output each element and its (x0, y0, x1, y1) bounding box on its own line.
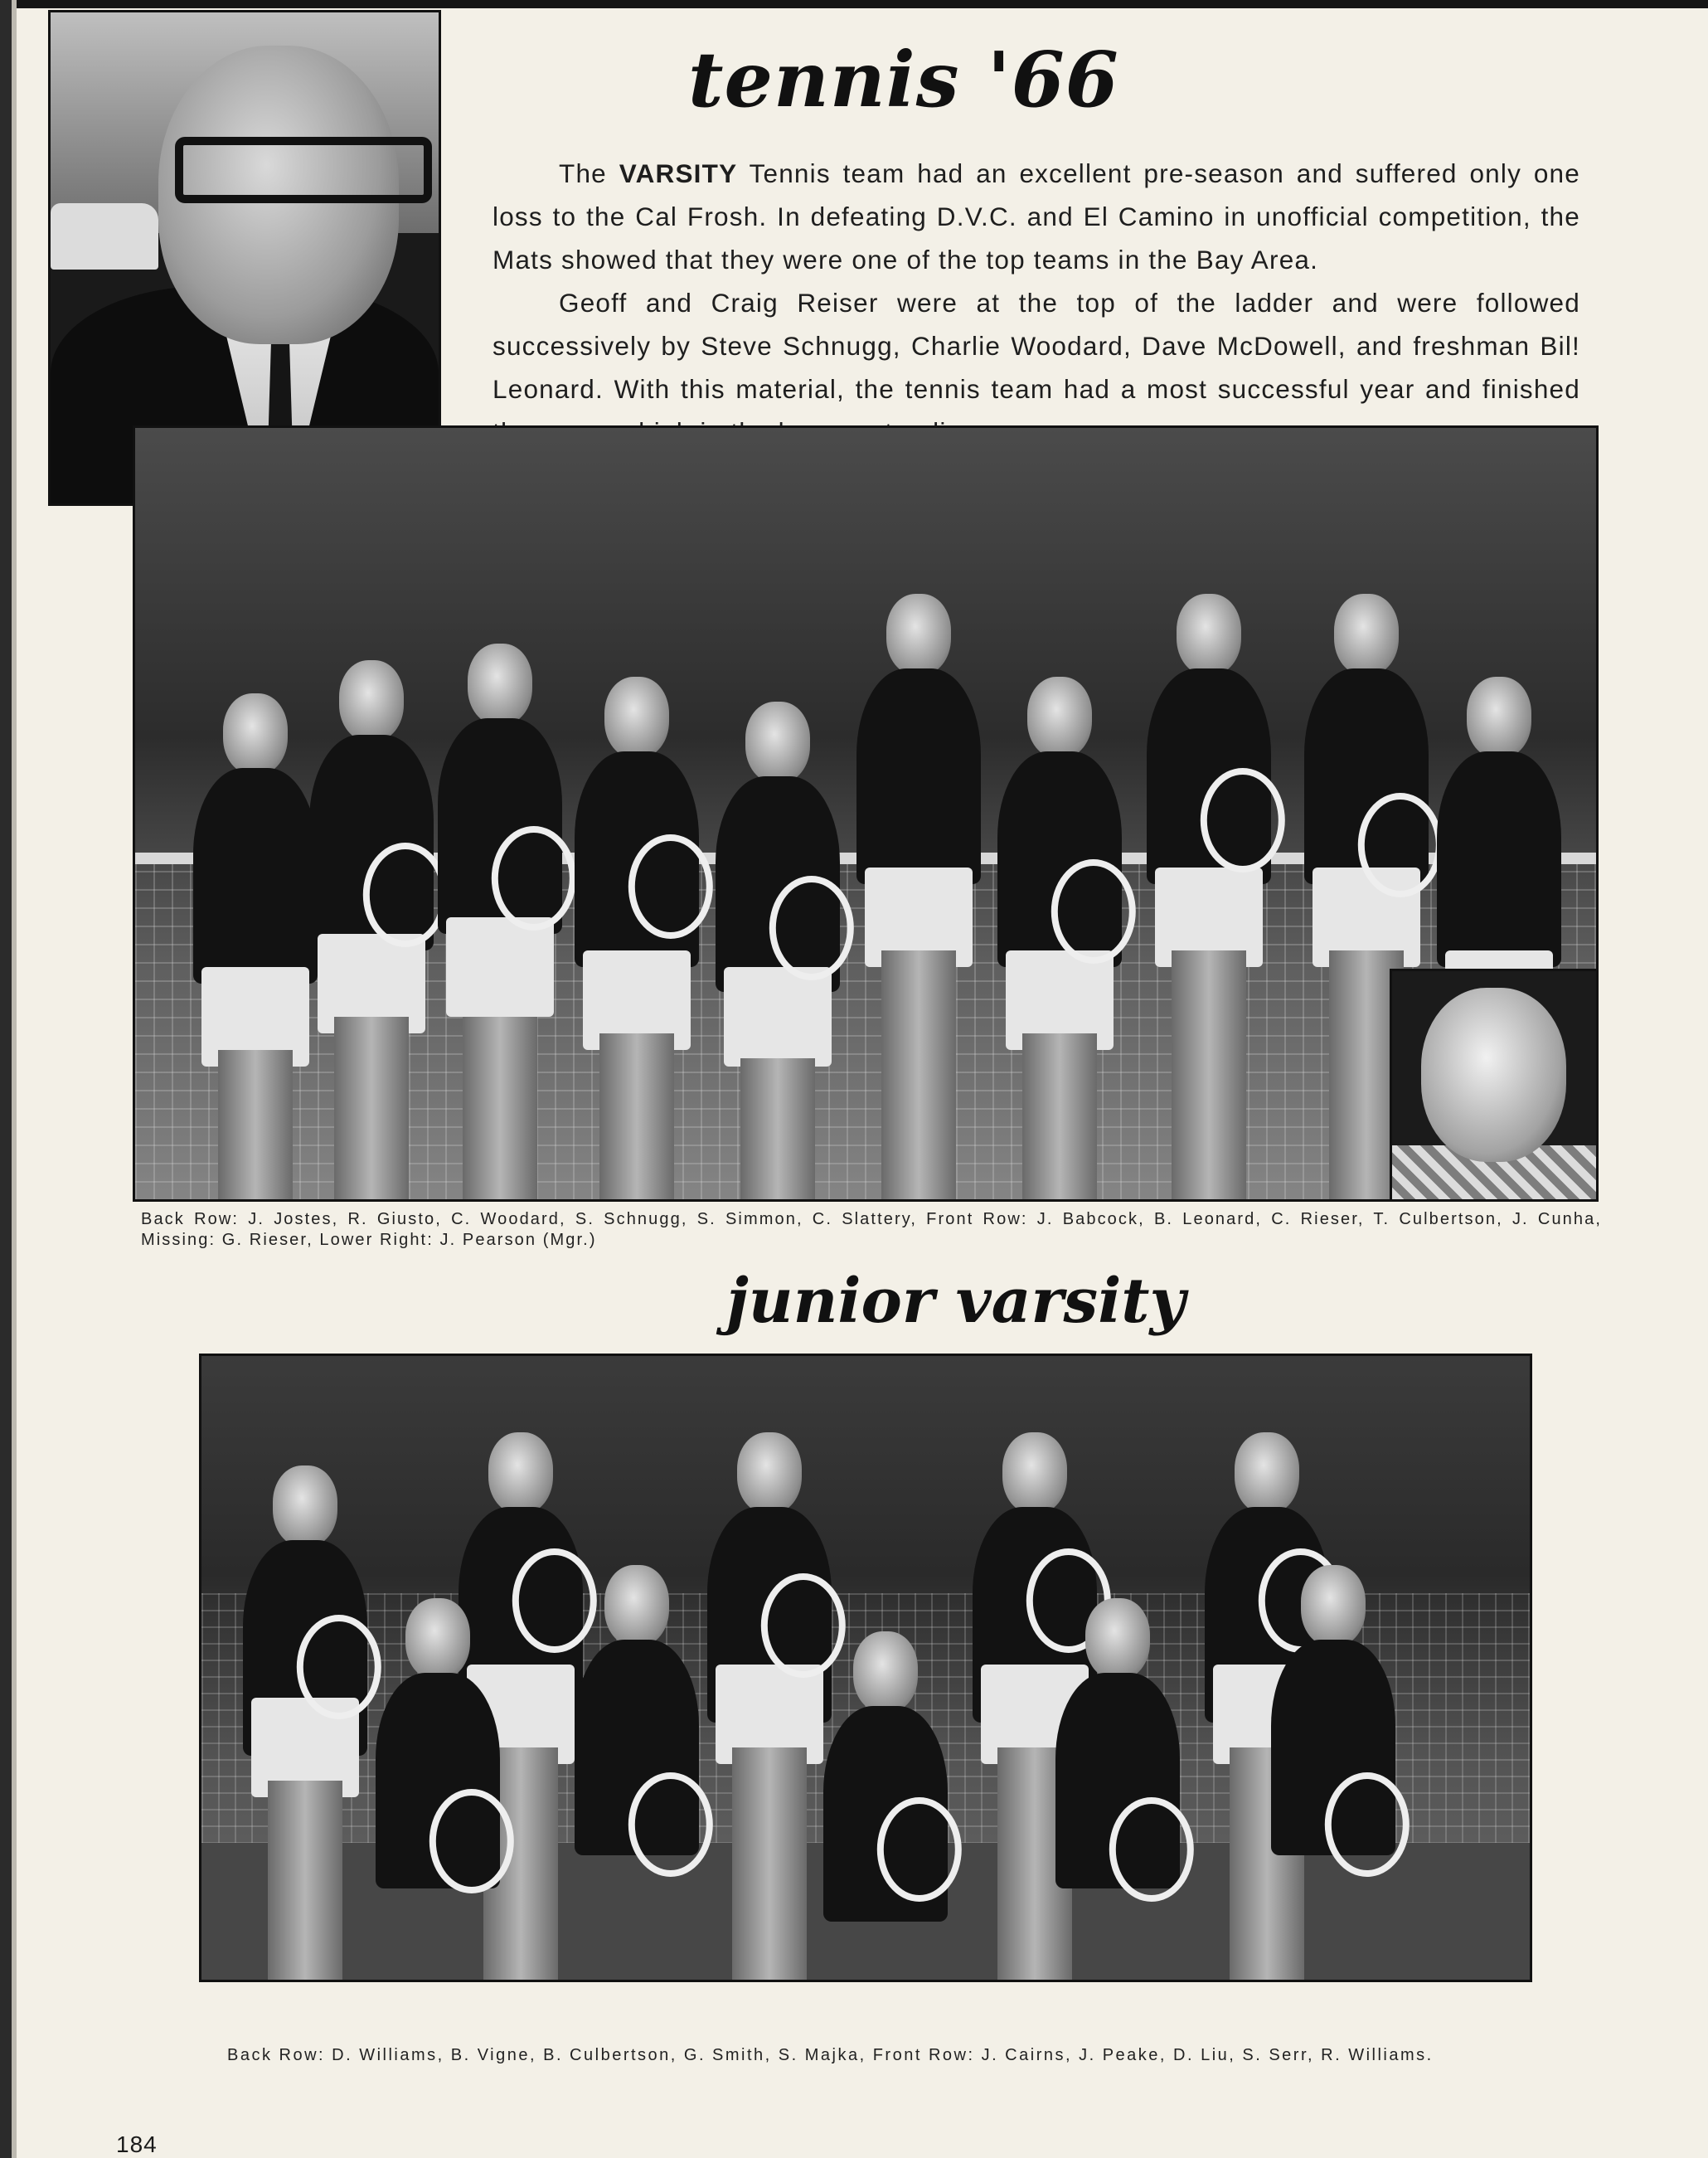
intro-p1-bold: VARSITY (619, 158, 738, 188)
photo-figure (989, 586, 1130, 1199)
figure-legs (334, 1017, 409, 1199)
figure-racket (1051, 859, 1136, 964)
page-title: tennis '66 (688, 35, 1119, 124)
figure-body (856, 668, 981, 884)
figure-legs (218, 1050, 293, 1199)
figure-racket (628, 834, 713, 939)
figure-body (193, 768, 318, 984)
photo-figure (1138, 519, 1279, 1199)
photo-figure (566, 1565, 707, 1980)
page-number: 184 (116, 2131, 158, 2157)
figure-head (273, 1465, 337, 1547)
figure-legs (881, 950, 956, 1199)
figure-shorts (724, 967, 832, 1067)
figure-racket (492, 826, 576, 931)
figure-head (886, 594, 951, 675)
figure-head (223, 693, 288, 775)
figure-racket (429, 1789, 514, 1893)
photo-figure (235, 1399, 376, 1980)
figure-head (853, 1631, 918, 1713)
figure-racket (1109, 1797, 1194, 1902)
figure-racket (628, 1772, 713, 1877)
binding-edge (0, 0, 12, 2158)
figure-racket (1325, 1772, 1410, 1877)
figure-racket (769, 876, 854, 980)
photo-figure (815, 1631, 956, 1980)
figure-head (737, 1432, 802, 1514)
figure-head (339, 660, 404, 741)
intro-paragraph-2: Geoff and Craig Reiser were at the top of the ladder and were followed successively by Steve Schnugg, Charlie Woodard, Dave McDowell, and freshman Bil! Leonard. With this material, the tennis team had a most successful year and finished (493, 288, 1580, 404)
figure-head (1334, 594, 1399, 675)
figure-head (1235, 1432, 1299, 1514)
figure-shorts (446, 917, 554, 1017)
figure-head (745, 702, 810, 783)
figure-head (604, 677, 669, 758)
intro-p1-rest: Tennis team had an excellent pre-season and suffered only one loss to the Cal Frosh. In defeating D.V.C. and El Camino in unofficial competition, the Mats showed that they were one of the top teams in the Bay Area. (493, 158, 1580, 275)
intro-text (493, 152, 1580, 454)
photo-glasses-shape (175, 137, 432, 203)
photo-figure (707, 668, 848, 1199)
figure-legs (740, 1058, 815, 1199)
figure-head (405, 1598, 470, 1679)
binding-shadow (12, 0, 17, 2158)
photo-figure (301, 569, 442, 1199)
figure-legs (599, 1033, 674, 1199)
photo-car-shape (51, 203, 158, 270)
figure-legs (268, 1781, 342, 1980)
photo-figure (429, 552, 570, 1199)
junior-varsity-photo-caption: Back Row: D. Williams, B. Vigne, B. Culbertson, G. Smith, S. Majka, Front Row: J. Cairns, J. Peake, D. Liu, S. Serr, R. Williams. (227, 2046, 1434, 2064)
photo-figure (367, 1598, 508, 1980)
varsity-photo-caption: Back Row: J. Jostes, R. Giusto, C. Woodard, S. Schnugg, S. Simmon, C. Slattery, Front Row: J. Babcock, B. Leonard, C. Rieser, T. Culbertson, J. Cunha, Missing: G. Rieser, Lower Right: J. Pearson (Mgr.) (141, 1210, 1602, 1249)
figure-head (604, 1565, 669, 1646)
figure-head (488, 1432, 553, 1514)
figure-racket (877, 1797, 962, 1902)
figure-legs (732, 1747, 807, 1980)
intro-paragraph-1 (493, 152, 1580, 281)
junior-varsity-team-photo (199, 1354, 1532, 1982)
top-border (0, 0, 1708, 8)
intro-p1-prefix: The (559, 158, 619, 188)
figure-legs (1172, 950, 1246, 1199)
photo-head-shape (1421, 988, 1566, 1162)
figure-legs (463, 1017, 537, 1199)
photo-figure (1263, 1565, 1404, 1980)
manager-inset-photo (1390, 969, 1599, 1202)
figure-racket (1201, 768, 1285, 872)
figure-head (1085, 1598, 1150, 1679)
varsity-team-photo (133, 425, 1599, 1202)
figure-head (1002, 1432, 1067, 1514)
junior-varsity-heading: junior varsity (726, 1266, 1186, 1337)
figure-head (1027, 677, 1092, 758)
figure-head (1301, 1565, 1366, 1646)
photo-figure (566, 586, 707, 1199)
figure-head (1467, 677, 1531, 758)
photo-figure (1047, 1598, 1188, 1980)
figure-head (1177, 594, 1241, 675)
photo-figure (848, 519, 989, 1199)
figure-legs (1022, 1033, 1097, 1199)
figure-head (468, 644, 532, 725)
figure-body (1437, 751, 1561, 967)
